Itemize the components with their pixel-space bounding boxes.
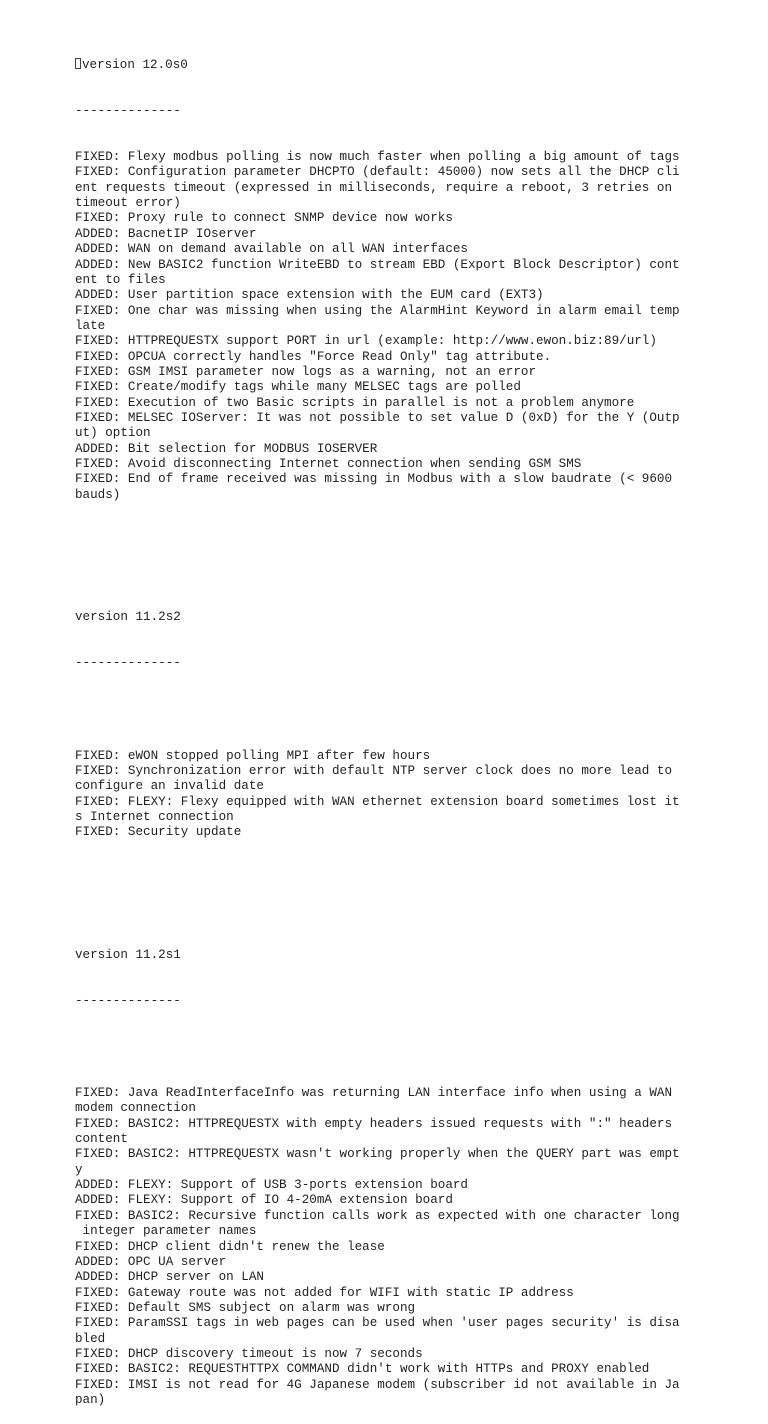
changelog-line: FIXED: FLEXY: Flexy equipped with WAN ethernet extension board sometimes lost it (75, 794, 680, 809)
changelog-line: bled (75, 1331, 106, 1346)
changelog-entries (75, 150, 680, 503)
changelog-line: content (75, 1132, 128, 1147)
changelog-line: FIXED: Create/modify tags while many MELSEC tags are polled (75, 380, 521, 395)
changelog-line: FIXED: End of frame received was missing in Modbus with a slow baudrate (< 9600 (75, 472, 673, 487)
changelog-line: pan) (75, 1392, 106, 1407)
changelog-line: FIXED: BASIC2: HTTPREQUESTX with empty headers issued requests with ":" headers (75, 1116, 673, 1131)
changelog-line: FIXED: HTTPREQUESTX support PORT in url (example: http://www.ewon.biz:89/url) (75, 334, 657, 349)
changelog-line: FIXED: Configuration parameter DHCPTO (default: 45000) now sets all the DHCP cli (75, 165, 680, 180)
changelog-line: FIXED: BASIC2: REQUESTHTTPX COMMAND didn't work with HTTPs and PROXY enabled (75, 1362, 650, 1377)
changelog-line: FIXED: BASIC2: HTTPREQUESTX wasn't working properly when the QUERY part was empt (75, 1147, 680, 1162)
changelog-line: ADDED: Bit selection for MODBUS IOSERVER (75, 441, 378, 456)
changelog-entries (75, 748, 680, 841)
changelog-line: FIXED: ParamSSI tags in web pages can be used when 'user pages security' is disa (75, 1316, 680, 1331)
changelog-line: FIXED: DHCP client didn't renew the lease (75, 1239, 385, 1254)
changelog-line: FIXED: One char was missing when using the AlarmHint Keyword in alarm email temp (75, 303, 680, 318)
changelog-line: ut) option (75, 426, 151, 441)
changelog-document (75, 12, 680, 1424)
changelog-line: FIXED: Execution of two Basic scripts in parallel is not a problem anymore (75, 395, 635, 410)
changelog-line: FIXED: GSM IMSI parameter now logs as a warning, not an error (75, 364, 537, 379)
changelog-entries (75, 1086, 680, 1408)
changelog-line: FIXED: Java ReadInterfaceInfo was returning LAN interface info when using a WAN (75, 1086, 673, 1101)
changelog-line: FIXED: eWON stopped polling MPI after few hours (75, 748, 431, 763)
changelog-line: ADDED: BacnetIP IOserver (75, 226, 257, 241)
changelog-line: bauds) (75, 487, 121, 502)
version-heading: version 12.0s0 (75, 58, 675, 73)
spacer (75, 871, 675, 886)
changelog-line: ADDED: OPC UA server (75, 1254, 227, 1269)
changelog-line: ADDED: FLEXY: Support of IO 4-20mA extension board (75, 1193, 453, 1208)
changelog-line: FIXED: Flexy modbus polling is now much faster when polling a big amount of tags (75, 150, 680, 165)
version-heading: version 11.2s2 (75, 610, 181, 625)
changelog-line: FIXED: MELSEC IOServer: It was not possible to set value D (0xD) for the Y (Outp (75, 410, 680, 425)
changelog-line: late (75, 318, 106, 333)
changelog-line: FIXED: Synchronization error with default NTP server clock does no more lead to (75, 763, 673, 778)
changelog-line: y (75, 1162, 83, 1177)
changelog-line: ent to files (75, 272, 166, 287)
changelog-line: FIXED: Default SMS subject on alarm was wrong (75, 1300, 416, 1315)
changelog-line: ent requests timeout (expressed in milliseconds, require a reboot, 3 retries on (75, 180, 673, 195)
heading-underline: -------------- (75, 994, 181, 1008)
changelog-line: modem connection (75, 1101, 196, 1116)
changelog-line: FIXED: OPCUA correctly handles "Force Read Only" tag attribute. (75, 349, 552, 364)
spacer (75, 702, 675, 717)
spacer (75, 1040, 675, 1055)
missing-glyph-icon (75, 58, 81, 69)
changelog-line: ADDED: WAN on demand available on all WAN interfaces (75, 242, 468, 257)
changelog-line: ADDED: User partition space extension with the EUM card (EXT3) (75, 288, 544, 303)
changelog-line: FIXED: Security update (75, 825, 242, 840)
changelog-line: FIXED: DHCP discovery timeout is now 7 seconds (75, 1346, 423, 1361)
version-heading: version 11.2s1 (75, 947, 181, 962)
changelog-line: ADDED: New BASIC2 function WriteEBD to stream EBD (Export Block Descriptor) cont (75, 257, 680, 272)
heading-underline: -------------- (75, 104, 181, 119)
changelog-line: ADDED: FLEXY: Support of USB 3-ports extension board (75, 1178, 468, 1193)
changelog-line: FIXED: Avoid disconnecting Internet connection when sending GSM SMS (75, 456, 582, 471)
changelog-line: timeout error) (75, 196, 181, 211)
spacer (75, 534, 675, 549)
changelog-line: configure an invalid date (75, 779, 264, 794)
changelog-line: s Internet connection (75, 809, 234, 824)
changelog-line: FIXED: Gateway route was not added for WIFI with static IP address (75, 1285, 574, 1300)
changelog-line: FIXED: BASIC2: Recursive function calls work as expected with one character long (75, 1208, 680, 1223)
changelog-line: integer parameter names (75, 1224, 257, 1239)
heading-underline: -------------- (75, 656, 181, 671)
changelog-line: FIXED: Proxy rule to connect SNMP device now works (75, 211, 453, 226)
changelog-line: FIXED: IMSI is not read for 4G Japanese modem (subscriber id not available in Ja (75, 1377, 680, 1392)
changelog-line: ADDED: DHCP server on LAN (75, 1270, 264, 1285)
